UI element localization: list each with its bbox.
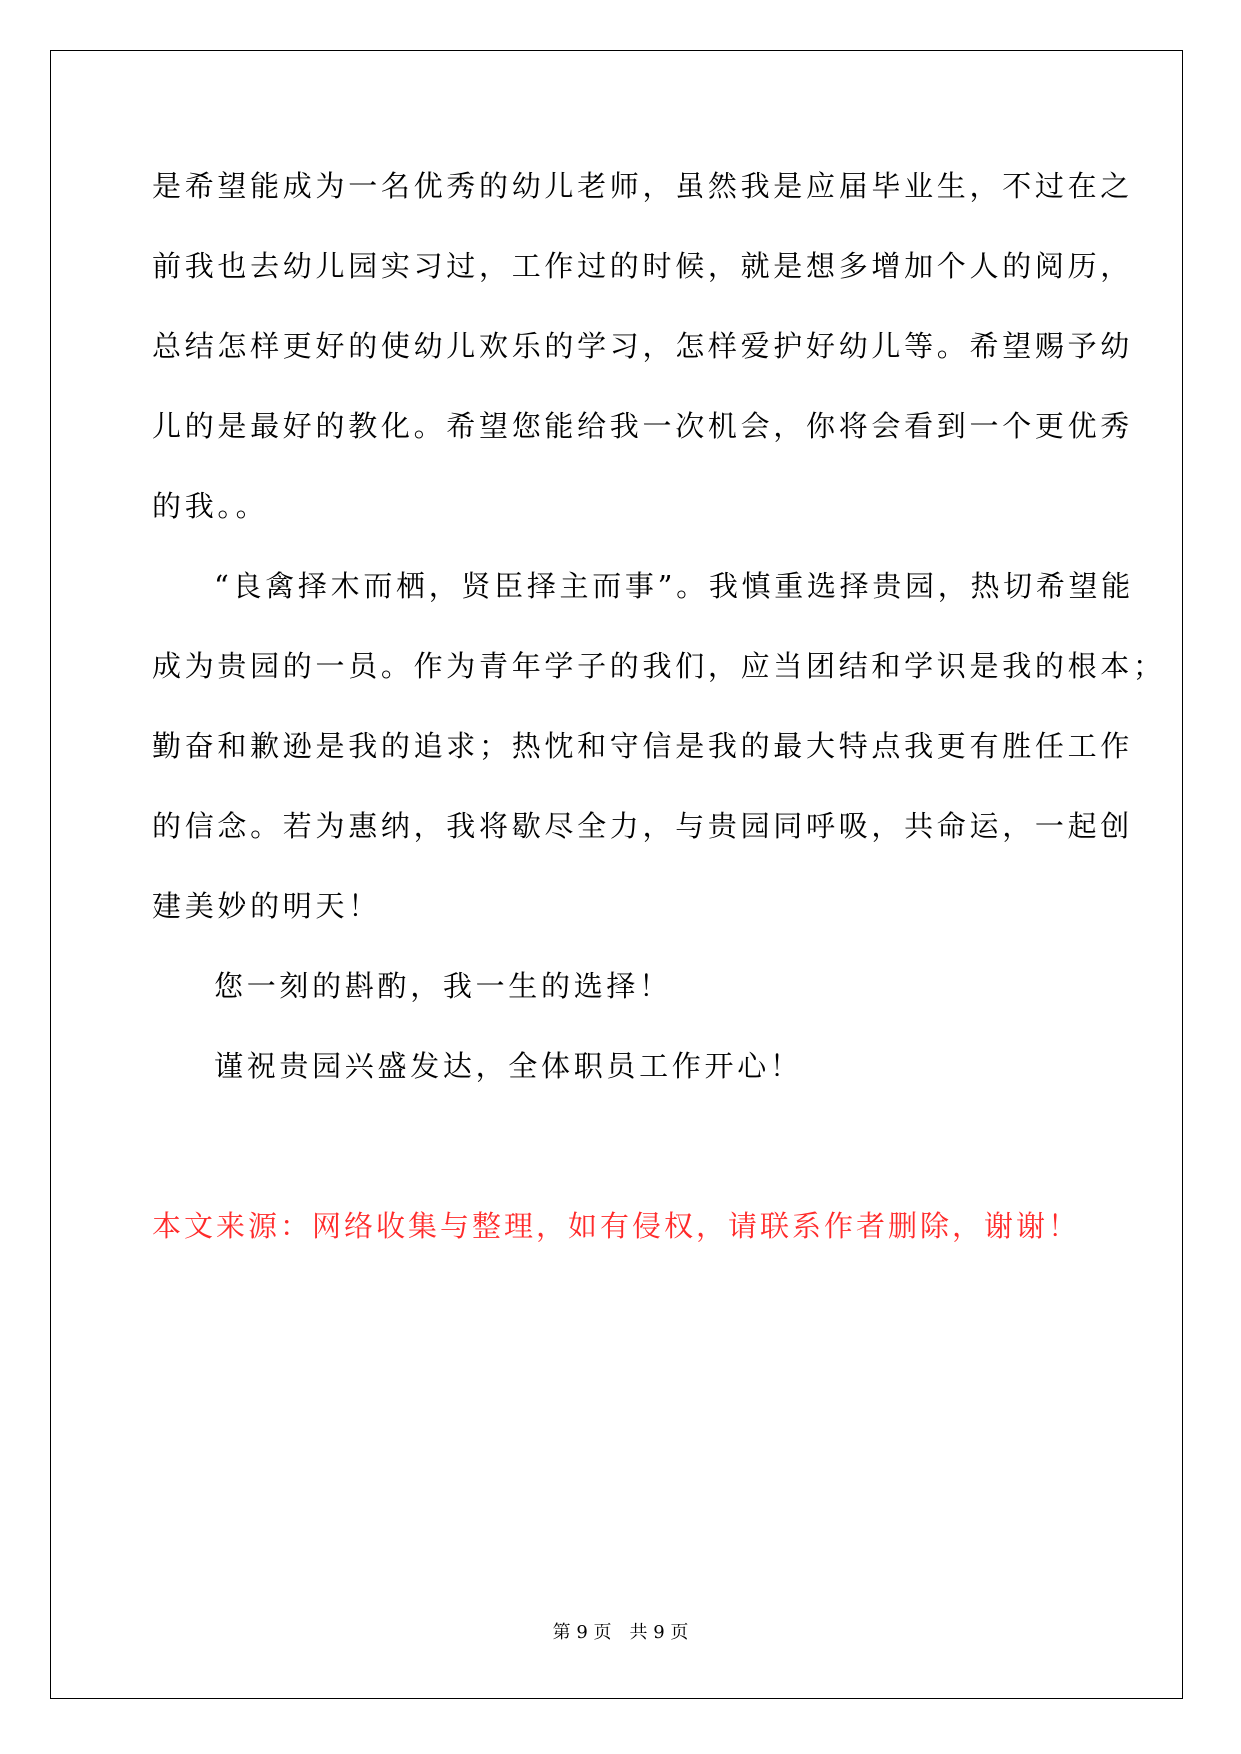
paragraph-line: 前我也去幼儿园实习过，工作过的时候，就是想多增加个人的阅历， bbox=[152, 249, 1134, 283]
paragraph-line: 总结怎样更好的使幼儿欢乐的学习，怎样爱护好幼儿等。希望赐予幼 bbox=[152, 329, 1134, 363]
paragraph-line: 是希望能成为一名优秀的幼儿老师，虽然我是应届毕业生，不过在之 bbox=[152, 169, 1134, 203]
paragraph-line: “良禽择木而栖，贤臣择主而事”。我慎重选择贵园，热切希望能 bbox=[214, 569, 1134, 603]
paragraph-line: 成为贵园的一员。作为青年学子的我们，应当团结和学识是我的根本； bbox=[152, 649, 1166, 683]
source-note: 本文来源：网络收集与整理，如有侵权，请联系作者删除，谢谢！ bbox=[152, 1209, 1081, 1243]
paragraph-line: 建美妙的明天！ bbox=[152, 889, 381, 923]
paragraph-line: 您一刻的斟酌，我一生的选择！ bbox=[214, 969, 672, 1003]
paragraph-line: 的信念。若为惠纳，我将歇尽全力，与贵园同呼吸，共命运，一起创 bbox=[152, 809, 1134, 843]
paragraph-line: 谨祝贵园兴盛发达，全体职员工作开心！ bbox=[214, 1049, 803, 1083]
paragraph-line: 的我。。 bbox=[152, 489, 269, 523]
page-number-footer: 第 9 页 共 9 页 bbox=[552, 1622, 689, 1643]
page-border bbox=[50, 50, 1183, 1699]
paragraph-line: 勤奋和歉逊是我的追求；热忱和守信是我的最大特点我更有胜任工作 bbox=[152, 729, 1134, 763]
paragraph-line: 儿的是最好的教化。希望您能给我一次机会，你将会看到一个更优秀 bbox=[152, 409, 1134, 443]
